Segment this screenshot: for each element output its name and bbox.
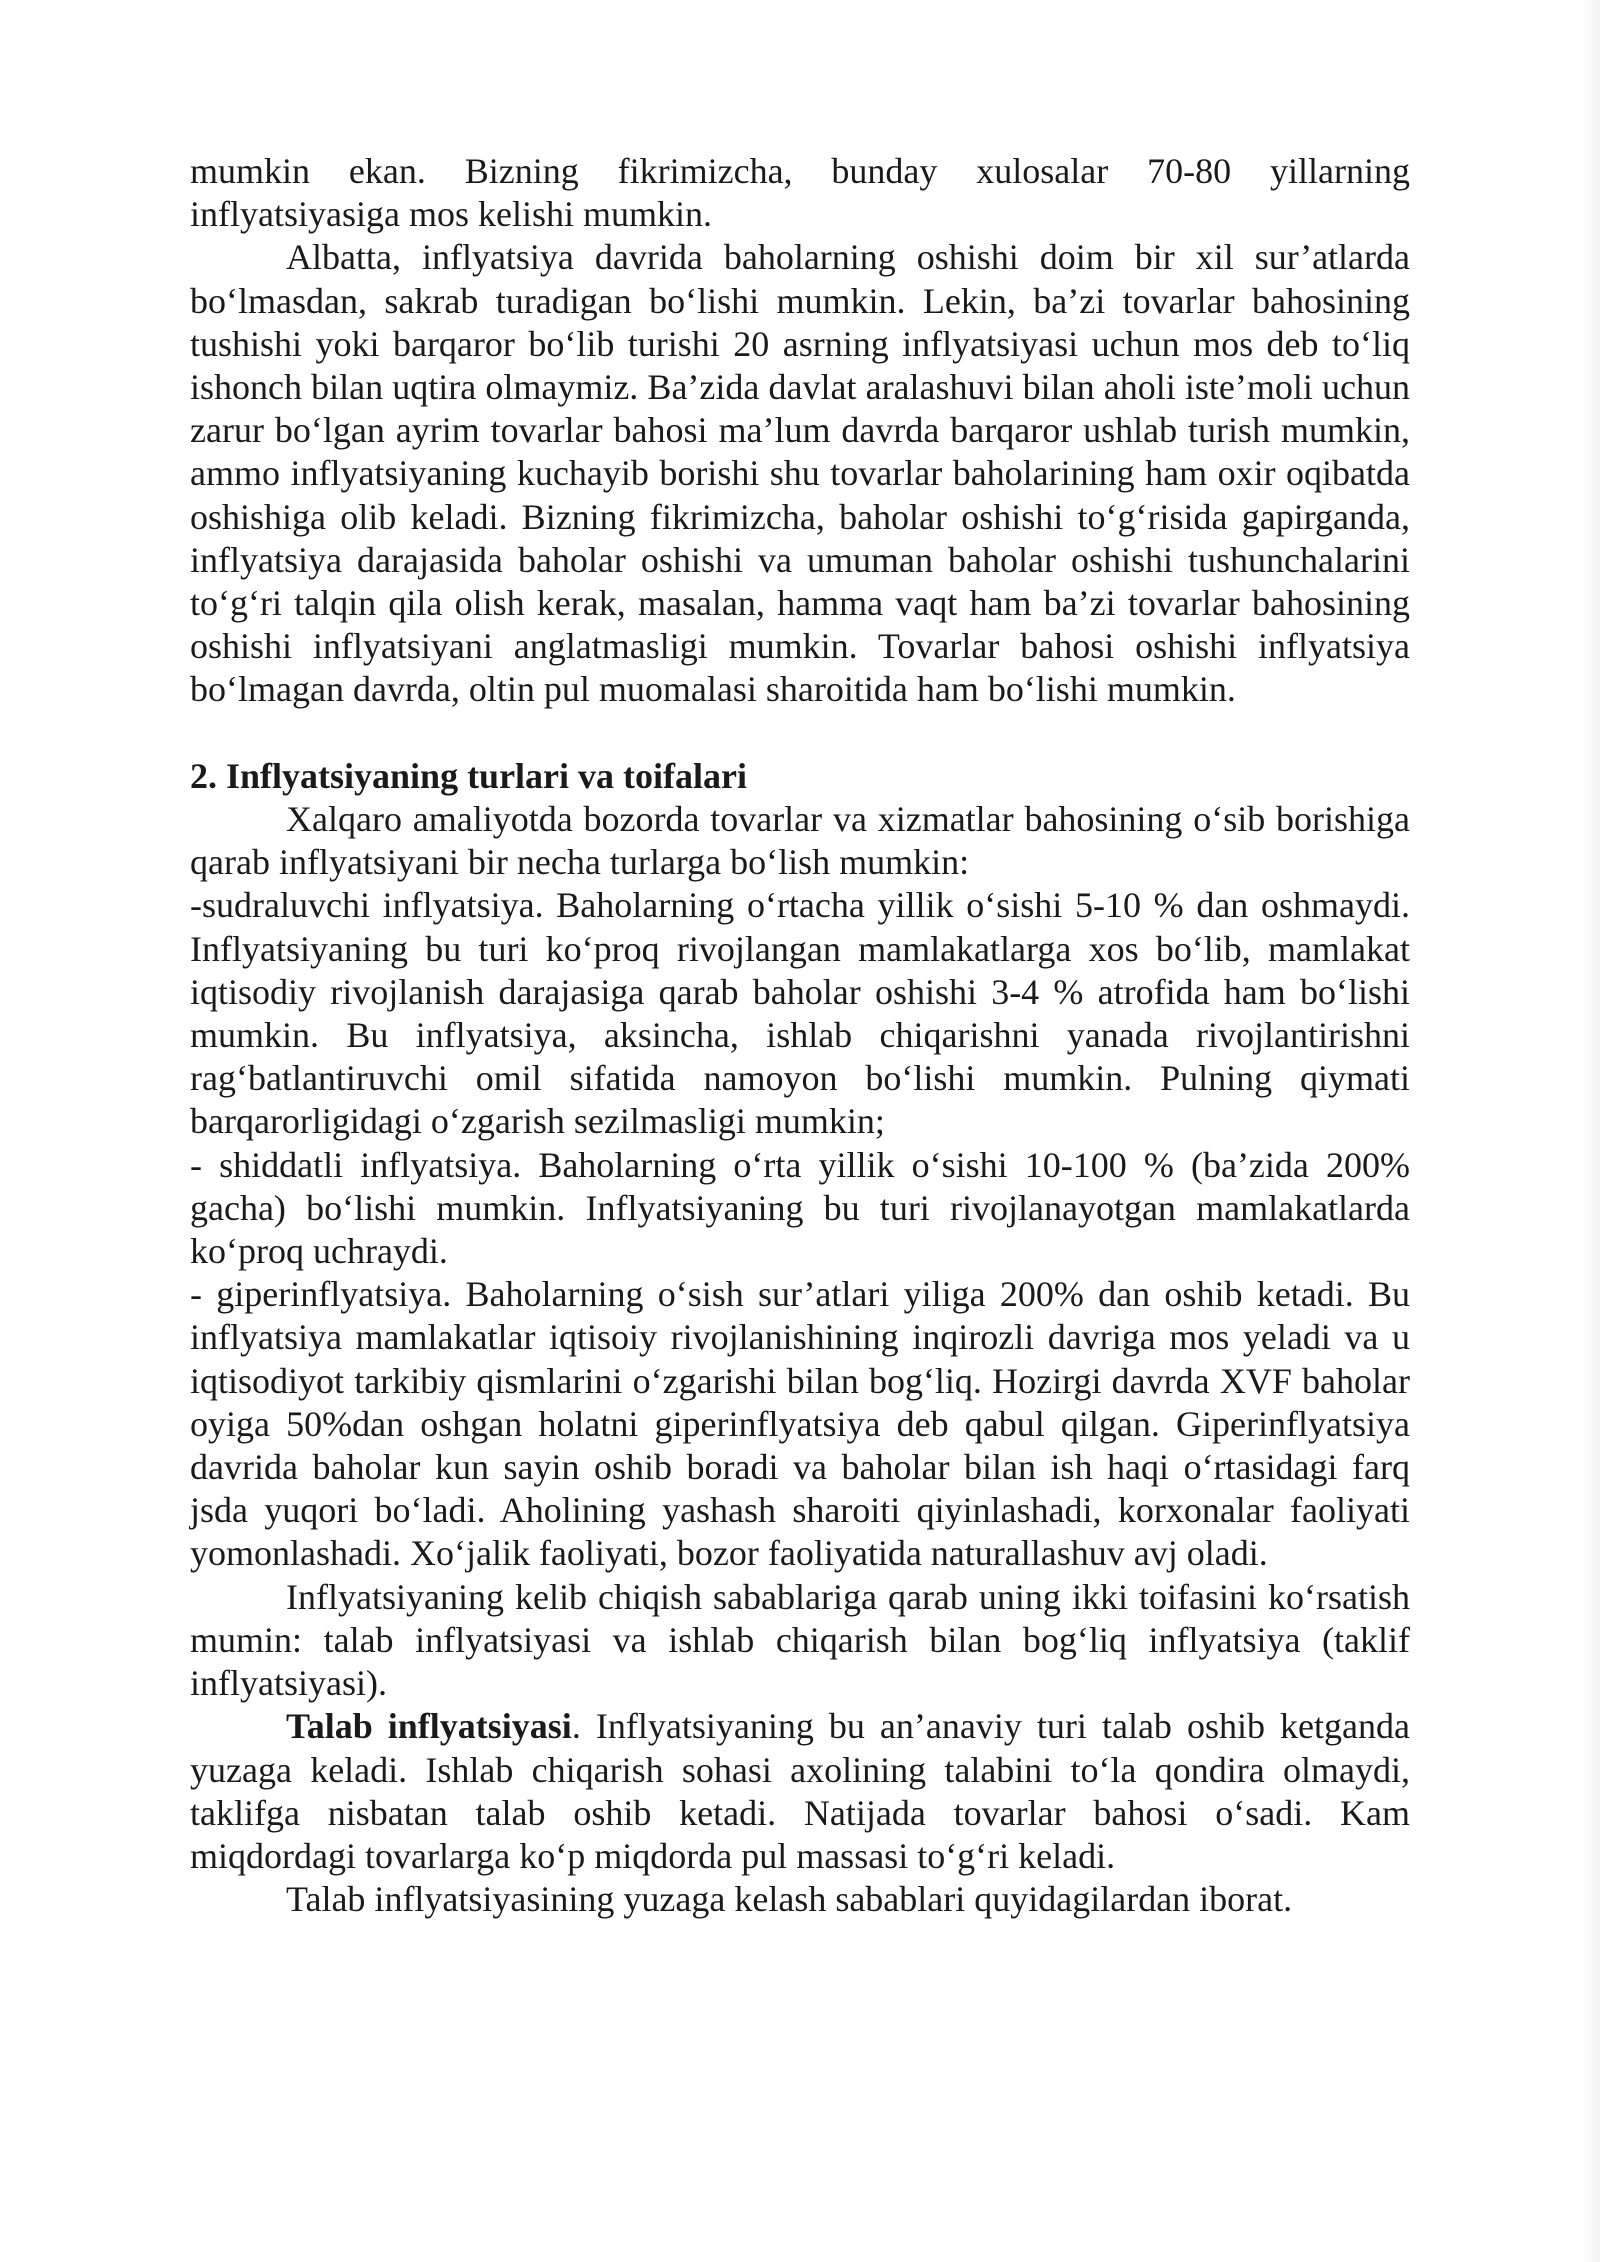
paragraph-inflation-types-intro: Xalqaro amaliyotda bozorda tovarlar va xizmatlar bahosining o‘sib borishiga qarab inflyatsiyani bir necha turlarga bo‘lish mumkin:	[190, 799, 1410, 883]
section-heading: 2. Inflyatsiyaning turlari va toifalari	[190, 755, 747, 796]
paragraph-creeping-inflation: -sudraluvchi inflyatsiya. Baholarning o‘rtacha yillik o‘sishi 5-10 % dan oshmaydi. Inflyatsiyaning bu turi ko‘proq rivojlangan mamlakatlarga xos bo‘lib, mamlakat iqtisodiy rivojlanish darajasiga qarab baholar oshishi 3-4 % atrofida ham bo‘lishi mumkin. Bu inflyatsiya, aksincha, ishlab chiqarishni yanada rivojlantirishni rag‘batlantiruvchi omil sifatida namoyon bo‘lishi mumkin. Pulning qiymati barqarorligidagi o‘zgarish sezilmasligi mumkin;	[190, 885, 1410, 1142]
page-edge-shadow	[1582, 0, 1600, 2262]
paragraph-inflation-categories: Inflyatsiyaning kelib chiqish sabablariga qarab uning ikki toifasini ko‘rsatish mumin: talab inflyatsiyasi va ishlab chiqarish bilan bog‘liq inflyatsiya (taklif inflyatsiyasi).	[190, 1576, 1410, 1704]
paragraph-galloping-inflation: - shiddatli inflyatsiya. Baholarning o‘rta yillik o‘sishi 10-100 % (ba’zida 200% gacha) bo‘lishi mumkin. Inflyatsiyaning bu turi rivojlanayotgan mamlakatlarda ko‘proq uchraydi.	[190, 1144, 1410, 1272]
demand-inflation-text: . Inflyatsiyaning bu an’anaviy turi talab oshib ketganda yuzaga keladi. Ishlab chiqarish sohasi axolining talabini to‘la qondira olmaydi, taklifga nisbatan talab oshib ketadi. Natijada tovarlar bahosi o‘sadi. Kam miqdordagi tovarlarga ko‘p miqdorda pul massasi to‘g‘ri keladi.	[190, 1706, 1410, 1876]
paragraph-price-growth: Albatta, inflyatsiya davrida baholarning oshishi doim bir xil sur’atlarda bo‘lmasdan, sakrab turadigan bo‘lishi mumkin. Lekin, ba’zi tovarlar bahosining tushishi yoki barqaror bo‘lib turishi 20 asrning inflyatsiyasi uchun mos deb to‘liq ishonch bilan uqtira olmaymiz. Ba’zida davlat aralashuvi bilan aholi iste’moli uchun zarur bo‘lgan ayrim tovarlar bahosi ma’lum davrda barqaror ushlab turish mumkin, ammo inflyatsiyaning kuchayib borishi shu tovarlar baholarining ham oxir oqibatda oshishiga olib keladi. Bizning fikrimizcha, baholar oshishi to‘g‘risida gapirganda, inflyatsiya darajasida baholar oshishi va umuman baholar oshishi tushunchalarini to‘g‘ri talqin qila olish kerak, masalan, hamma vaqt ham ba’zi tovarlar bahosining oshishi inflyatsiyani anglatmasligi mumkin. Tovarlar bahosi oshishi inflyatsiya bo‘lmagan davrda, oltin pul muomalasi sharoitida ham bo‘lishi mumkin.	[190, 237, 1410, 710]
paragraph-hyperinflation: - giperinflyatsiya. Baholarning o‘sish sur’atlari yiliga 200% dan oshib ketadi. Bu inflyatsiya mamlakatlar iqtisoiy rivojlanishining inqirozli davriga mos yeladi va u iqtisodiyot tarkibiy qismlarini o‘zgarishi bilan bog‘liq. Hozirgi davrda XVF baholar oyiga 50%dan oshgan holatni giperinflyatsiya deb qabul qilgan. Giperinflyatsiya davrida baholar kun sayin oshib boradi va baholar bilan ish haqi o‘rtasidagi farq jsda yuqori bo‘ladi. Aholining yashash sharoiti qiyinlashadi, korxonalar faoliyati yomonlashadi. Xo‘jalik faoliyati, bozor faoliyatida naturallashuv avj oladi.	[190, 1274, 1410, 1574]
paragraph-demand-causes: Talab inflyatsiyasining yuzaga kelash sabablari quyidagilardan iborat.	[286, 1879, 1293, 1920]
paragraph-continuation: mumkin ekan. Bizning fikrimizcha, bunday xulosalar 70-80 yillarning inflyatsiyasiga mos kelishi mumkin.	[190, 151, 1410, 235]
document-page	[190, 150, 1410, 1921]
blank-line	[190, 712, 1410, 755]
paragraph-demand-inflation	[190, 1705, 1410, 1878]
demand-inflation-term: Talab inflyatsiyasi	[286, 1706, 572, 1747]
